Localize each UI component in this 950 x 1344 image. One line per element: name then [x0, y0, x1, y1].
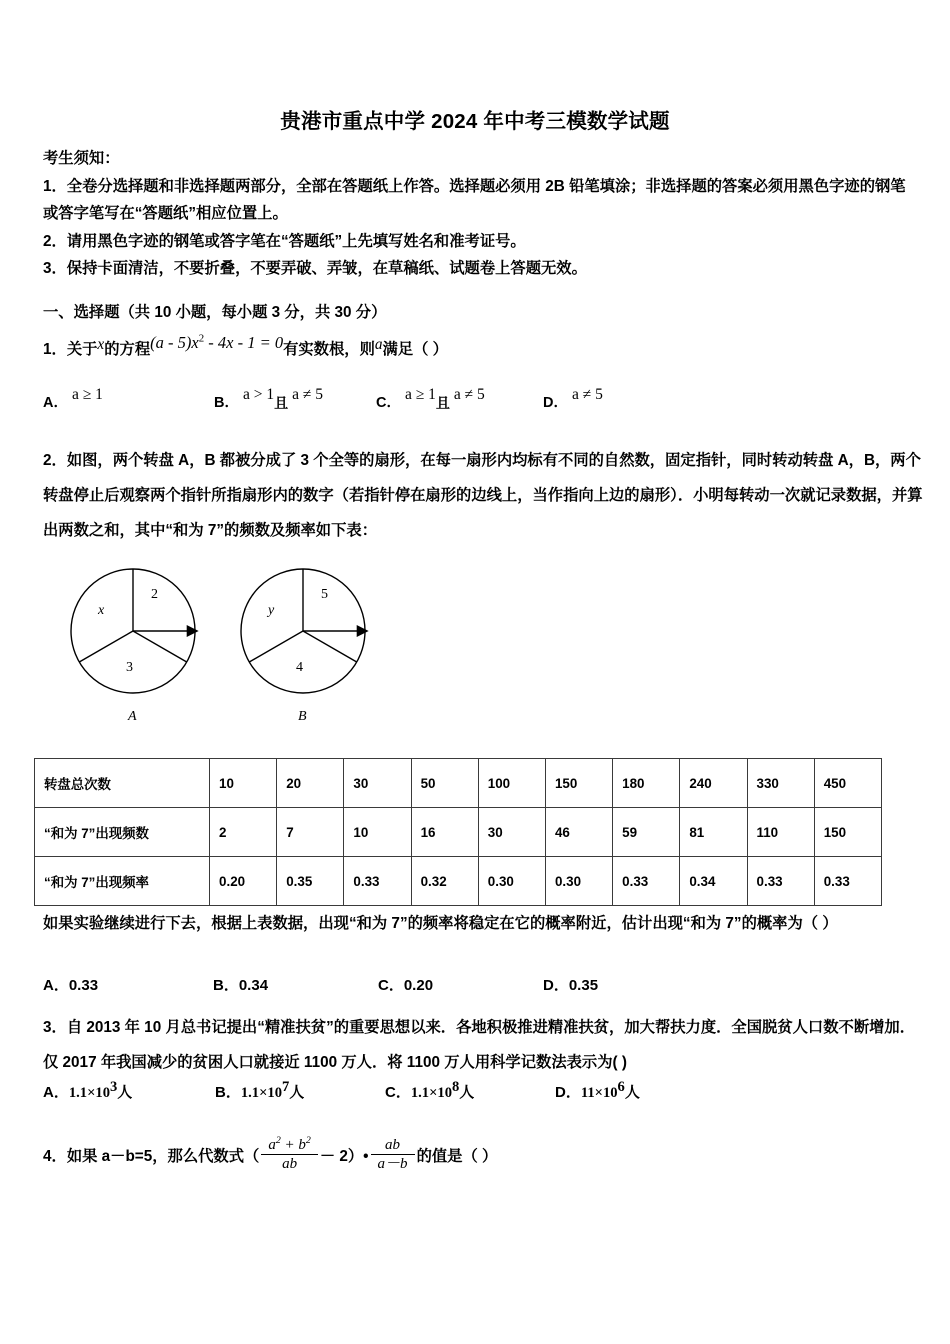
table-cell: 0.32 [411, 857, 478, 906]
q1-option-b[interactable]: B． a > 1且 a ≠ 5 [214, 386, 323, 411]
q3-option-a[interactable]: A．$1.1\times 10^3$人 [43, 1079, 133, 1101]
notice-item-2: 2．请用黑色字迹的钢笔或答字笔在“答题纸”上先填写姓名和准考证号。 [43, 232, 526, 250]
table-cell: 30 [478, 808, 545, 857]
spinner-b-name: B [298, 709, 307, 724]
q4-minus-two: － 2）• [319, 1148, 369, 1166]
spinner-figures [55, 557, 415, 732]
table-row-frequency-count [35, 808, 882, 857]
spinner-diagram-svg [55, 557, 415, 732]
q1-option-c[interactable]: C． a ≥ 1且 a ≠ 5 [376, 386, 485, 411]
table-cell: 110 [747, 808, 814, 857]
table-cell: 2 [210, 808, 277, 857]
table-cell: 0.33 [814, 857, 881, 906]
spinner-b-sector-label-1: y [268, 603, 275, 618]
q2-option-a[interactable]: A．0.33 [43, 977, 99, 994]
row-header-frequency-rate: “和为 7”出现频率 [35, 857, 210, 906]
question-1-stem [43, 332, 448, 367]
table-cell: 150 [545, 759, 612, 808]
spinner-b [241, 569, 368, 693]
question-2-options [43, 974, 923, 998]
spinner-a-sector-label-1: x [98, 603, 105, 618]
spinner-b-sector-label-3: 4 [296, 660, 303, 675]
table-cell: 10 [210, 759, 277, 808]
q4-text-before: 如果 a－b=5，那么代数式（ [66, 1148, 260, 1166]
q4-fraction-1 [261, 1135, 318, 1172]
q1-option-d[interactable]: D． a ≠ 5 [543, 386, 603, 411]
notice-heading: 考生须知： [43, 150, 120, 167]
spinner-a-sector-label-3: 3 [126, 660, 133, 675]
q1-text-mid: 的方程 [104, 341, 151, 358]
table-cell: 0.33 [613, 857, 680, 906]
q1-variable-a: a [374, 336, 383, 353]
q2-option-d[interactable]: D．0.35 [543, 977, 599, 994]
question-4-stem [43, 1135, 498, 1174]
q3-option-c[interactable]: C．$1.1\times 10^8$人 [385, 1079, 475, 1101]
table-cell: 0.35 [277, 857, 344, 906]
table-cell: 7 [277, 808, 344, 857]
table-cell: 10 [344, 808, 411, 857]
table-cell: 0.30 [545, 857, 612, 906]
q1-text-before: 关于 [66, 341, 98, 358]
table-cell: 330 [747, 759, 814, 808]
q2-number: 2． [43, 452, 67, 469]
q1-option-a[interactable]: A． a ≥ 1 [43, 386, 103, 411]
q4-text-after: 的值是（ ） [416, 1148, 498, 1166]
q4-fraction-1-numerator: $a^2 + b^2$ [261, 1138, 318, 1155]
q1-text-end: 满足（ ） [382, 341, 448, 358]
table-cell: 450 [814, 759, 881, 808]
q3-option-d[interactable]: D．$11\times 10^6$人 [555, 1079, 640, 1101]
table-row-frequency-rate [35, 857, 882, 906]
table-cell: 20 [277, 759, 344, 808]
table-cell: 0.33 [344, 857, 411, 906]
table-cell: 81 [680, 808, 747, 857]
q1-variable-x: x [97, 336, 105, 353]
notice-item-1: 1．全卷分选择题和非选择题两部分，全部在答题纸上作答。选择题必须用 2B 铅笔填涂；非选择题的答案必须用黑色字迹的钢笔或答字笔写在“答题纸”相应位置上。 [43, 177, 906, 222]
q4-fraction-2-denominator: a－b [377, 1156, 408, 1172]
spinner-a [71, 569, 198, 693]
q2-option-c[interactable]: C．0.20 [378, 977, 434, 994]
q4-fraction-2-numerator: ab [371, 1138, 415, 1155]
spinner-a-sector-label-2: 2 [151, 587, 158, 602]
q4-number: 4． [43, 1148, 67, 1166]
table-cell: 59 [613, 808, 680, 857]
row-header-frequency-count: “和为 7”出现频数 [35, 808, 210, 857]
table-cell: 0.30 [478, 857, 545, 906]
q3-number: 3． [43, 1019, 67, 1036]
table-cell: 100 [478, 759, 545, 808]
table-cell: 46 [545, 808, 612, 857]
table-cell: 0.34 [680, 857, 747, 906]
table-cell: 0.20 [210, 857, 277, 906]
table-cell: 0.33 [747, 857, 814, 906]
candidate-notice-block [43, 145, 918, 283]
q1-text-after: 有实数根，则 [283, 341, 375, 358]
q4-fraction-1-denominator: ab [282, 1156, 298, 1172]
q2-paragraph: 如图，两个转盘 A，B 都被分成了 3 个全等的扇形，在每一扇形内均标有不同的自然数，固定指针，同时转动转盘 A，B，两个转盘停止后观察两个指针所指扇形内的数字（若指针停在扇形的边线上，当作指向上边的扇形）．小明每转动一次就记录数据，并算出两数之和，其中“和为 7”的频数及频率如下表： [43, 452, 923, 539]
question-2-stem [43, 443, 923, 548]
table-cell: 180 [613, 759, 680, 808]
q3-option-b[interactable]: B．$1.1\times 10^7$人 [215, 1079, 305, 1101]
question-1-options [43, 378, 923, 412]
table-cell: 240 [680, 759, 747, 808]
page-title: 贵港市重点中学 2024 年中考三模数学试题 [280, 110, 670, 133]
table-cell: 30 [344, 759, 411, 808]
q4-fraction-2 [371, 1138, 415, 1172]
question-3-stem [43, 1010, 923, 1080]
q1-number: 1． [43, 341, 67, 358]
table-row-trials [35, 759, 882, 808]
spinner-b-sector-label-2: 5 [321, 587, 328, 602]
spinner-a-name: A [128, 709, 137, 724]
table-cell: 150 [814, 808, 881, 857]
q3-paragraph: 自 2013 年 10 月总书记提出“精准扶贫”的重要思想以来．各地积极推进精准扶贫，加大帮扶力度．全国脱贫人口数不断增加．仅 2017 年我国减少的贫困人口就接近 1100 万人．将 1100 万人用科学记数法表示为( ) [43, 1019, 916, 1071]
table-cell: 50 [411, 759, 478, 808]
question-2-tail-text: 如果实验继续进行下去，根据上表数据，出现“和为 7”的频率将稳定在它的概率附近，估计出现“和为 7”的概率为（ ） [43, 915, 838, 932]
q1-equation: $(a - 5)x^2 - 4x - 1 = 0$ [150, 332, 284, 352]
table-cell: 16 [411, 808, 478, 857]
q2-option-b[interactable]: B．0.34 [213, 977, 269, 994]
frequency-table [34, 758, 882, 906]
notice-item-3: 3．保持卡面清洁，不要折叠，不要弄破、弄皱，在草稿纸、试题卷上答题无效。 [43, 260, 587, 277]
row-header-trials: 转盘总次数 [35, 759, 210, 808]
section-heading-multiple-choice: 一、选择题（共 10 小题，每小题 3 分，共 30 分） [43, 304, 387, 321]
question-3-options [43, 1081, 923, 1105]
